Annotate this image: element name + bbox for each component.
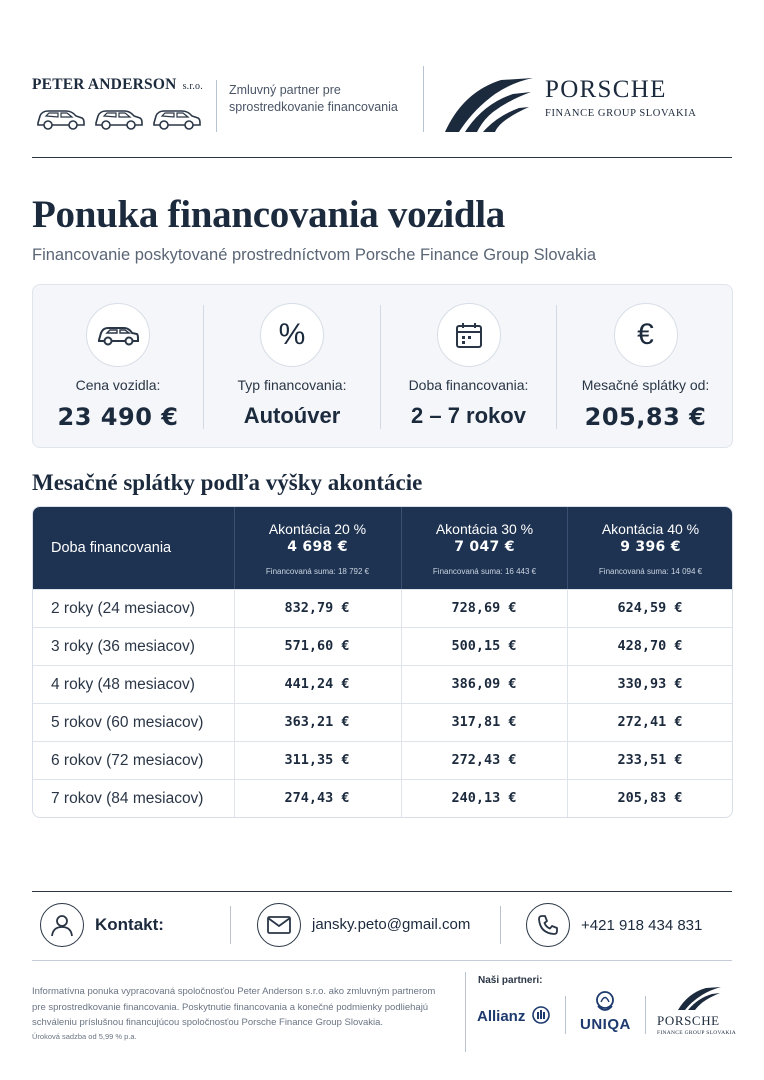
col-amount: 9 396 € — [620, 539, 681, 555]
partners-label: Naši partneri: — [478, 975, 543, 986]
brand-name: PETER ANDERSON s.r.o. — [32, 76, 203, 93]
row-value: 272,43 € — [451, 752, 517, 768]
row-value: 500,15 € — [451, 638, 517, 654]
table-row — [33, 741, 733, 779]
porsche-footer-sub: FINANCE GROUP SLOVAKIA — [657, 1030, 737, 1036]
partner-line: sprostredkovanie financovania — [229, 100, 398, 114]
row-value: 441,24 € — [284, 676, 350, 692]
row-value: 274,43 € — [284, 790, 350, 806]
row-value: 832,79 € — [284, 600, 350, 616]
info-card-monthly — [557, 285, 734, 449]
info-card-value: Autoúver — [243, 403, 341, 428]
page-subtitle: Financovanie poskytované prostredníctvom Porsche Finance Group Slovakia — [32, 246, 597, 264]
porsche-swoosh-logo — [443, 72, 535, 134]
allianz-name: Allianz — [477, 1008, 526, 1025]
row-value: 317,81 € — [451, 714, 517, 730]
percent-icon — [260, 303, 324, 367]
info-card-value: 2 – 7 rokov — [411, 403, 526, 428]
row-value: 571,60 € — [284, 638, 350, 654]
partner-text — [229, 82, 398, 116]
info-card-label: Doba financovania: — [408, 377, 529, 393]
table-title: Mesačné splátky podľa výšky akontácie — [32, 470, 423, 495]
porsche-name: PORSCHE — [545, 76, 667, 103]
info-card-label: Typ financovania: — [237, 377, 347, 393]
info-card-value: 205,83 € — [584, 403, 707, 431]
uniqa-name: UNIQA — [580, 1016, 631, 1033]
euro-icon — [614, 303, 678, 367]
row-duration: 7 rokov (84 mesiacov) — [51, 790, 204, 807]
percent-glyph: % — [278, 318, 306, 351]
phone-icon[interactable] — [526, 903, 570, 947]
row-duration: 3 roky (36 mesiacov) — [51, 638, 195, 655]
footer-divider — [465, 972, 466, 1052]
table-row — [33, 703, 733, 741]
partner-divider — [565, 996, 566, 1034]
row-duration: 2 roky (24 mesiacov) — [51, 600, 195, 617]
col-financed: Financovaná suma: 16 443 € — [432, 567, 537, 576]
page-title: Ponuka financovania vozidla — [32, 193, 506, 236]
row-value: 240,13 € — [451, 790, 517, 806]
disclaimer-line: schváleniu príslušnou financujúcou spoločnosťou Porsche Finance Group Slovakia. — [32, 1017, 384, 1028]
col-financed: Financovaná suma: 18 792 € — [265, 567, 370, 576]
partner-divider — [645, 996, 646, 1034]
allianz-logo — [477, 1006, 550, 1025]
contact-rule-bottom — [32, 960, 732, 961]
cars-logo — [34, 104, 202, 132]
row-value: 428,70 € — [617, 638, 683, 654]
row-value: 272,41 € — [617, 714, 683, 730]
allianz-eagle-icon — [532, 1006, 550, 1024]
disclaimer-line: pre sprostredkovanie financovania. Poskytnutie financovania a konečné podmienky podliehajú — [32, 1001, 429, 1013]
contact-phone[interactable]: +421 918 434 831 — [581, 917, 703, 934]
table-row — [33, 779, 733, 817]
car-icon — [86, 303, 150, 367]
contact-divider — [500, 906, 501, 944]
row-value: 386,09 € — [451, 676, 517, 692]
mail-icon[interactable] — [257, 903, 301, 947]
info-card-value: 23 490 € — [57, 403, 179, 431]
contact-email[interactable]: jansky.peto@gmail.com — [312, 916, 471, 933]
info-card-label: Mesačné splátky od: — [581, 377, 710, 393]
table-header-duration: Doba financovania — [51, 540, 172, 556]
contact-rule-top — [32, 891, 732, 892]
info-card-price — [33, 285, 203, 449]
info-cards — [32, 284, 733, 448]
partner-line: Zmluvný partner pre — [229, 83, 341, 97]
header-rule — [32, 157, 732, 158]
disclaimer-line: Informatívna ponuka vypracovaná spoločnosťou Peter Anderson s.r.o. ako zmluvným partnerom — [32, 986, 436, 997]
row-value: 330,93 € — [617, 676, 683, 692]
brand-block — [32, 76, 212, 94]
row-duration: 6 rokov (72 mesiacov) — [51, 752, 204, 769]
col-label: Akontácia 40 % — [601, 521, 700, 537]
interest-rate-note: Úroková sadzba od 5,99 % p.a. — [32, 1032, 137, 1041]
row-value: 624,59 € — [617, 600, 683, 616]
col-financed: Financovaná suma: 14 094 € — [598, 567, 703, 576]
table-header-col-40 — [567, 507, 733, 589]
contact-divider — [230, 906, 231, 944]
row-duration: 5 rokov (60 mesiacov) — [51, 714, 204, 731]
header-divider — [216, 80, 217, 132]
porsche-sub: FINANCE GROUP SLOVAKIA — [545, 108, 697, 119]
table-row — [33, 589, 733, 627]
car-icon — [34, 104, 86, 132]
col-label: Akontácia 20 % — [268, 521, 367, 537]
calendar-icon — [437, 303, 501, 367]
installments-table — [32, 506, 733, 818]
row-value: 363,21 € — [284, 714, 350, 730]
col-label: Akontácia 30 % — [435, 521, 534, 537]
table-row — [33, 665, 733, 703]
row-value: 205,83 € — [617, 790, 683, 806]
info-card-label: Cena vozidla: — [75, 377, 161, 393]
euro-glyph: € — [637, 318, 654, 351]
uniqa-logo-icon — [592, 990, 618, 1014]
row-value: 233,51 € — [617, 752, 683, 768]
row-value: 728,69 € — [451, 600, 517, 616]
car-icon — [150, 104, 202, 132]
disclaimer — [32, 984, 452, 1031]
table-header — [33, 507, 733, 589]
col-amount: 7 047 € — [454, 539, 515, 555]
porsche-small-swoosh-logo — [676, 985, 722, 1011]
table-header-col-20 — [234, 507, 400, 589]
header-divider — [423, 66, 424, 132]
user-icon — [40, 903, 84, 947]
row-duration: 4 roky (48 mesiacov) — [51, 676, 195, 693]
table-header-col-30 — [401, 507, 567, 589]
car-icon — [92, 104, 144, 132]
col-amount: 4 698 € — [287, 539, 348, 555]
table-row — [33, 627, 733, 665]
info-card-duration — [381, 285, 556, 449]
porsche-footer-name: PORSCHE — [657, 1013, 720, 1028]
contact-label: Kontakt: — [95, 915, 164, 934]
row-value: 311,35 € — [284, 752, 350, 768]
info-card-type — [204, 285, 380, 449]
